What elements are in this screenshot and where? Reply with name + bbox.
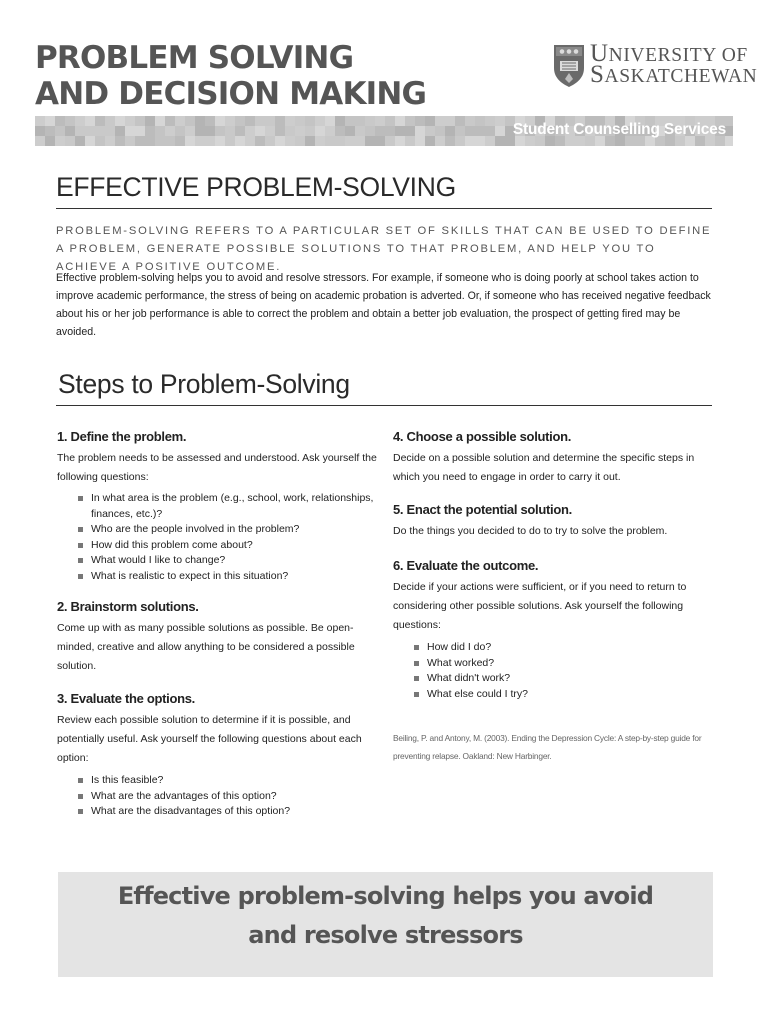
callout-box — [58, 872, 713, 977]
university-name: UNIVERSITY OF SASKATCHEWAN — [590, 40, 758, 88]
step-title: 6. Evaluate the outcome. — [393, 558, 539, 573]
lead-paragraph: PROBLEM-SOLVING REFERS TO A PARTICULAR SET OF SKILLS THAT CAN BE USED TO DEFINE A PROBLEM, GENERATE POSSIBLE SOLUTIONS TO THAT PROBLEM, AND HELP YOU TO ACHIEVE A POSITIVE OUTCOME. — [56, 225, 712, 273]
list-item: In what area is the problem (e.g., school, work, relationships, finances, etc.)? — [75, 491, 387, 522]
list-item: How did this problem come about? — [75, 538, 387, 554]
step-title: 1. Define the problem. — [57, 429, 187, 444]
section-heading-effective: EFFECTIVE PROBLEM-SOLVING — [56, 172, 456, 202]
university-logo — [553, 40, 758, 90]
question-list — [411, 640, 718, 702]
question-list — [75, 491, 387, 584]
step-6 — [393, 558, 718, 702]
step-text: Review each possible solution to determine if it is possible, and potentially useful. Ask yourself the following questions about each option: — [57, 714, 362, 764]
step-title: 2. Brainstorm solutions. — [57, 599, 199, 614]
list-item: What are the advantages of this option? — [75, 789, 382, 805]
section-heading-steps: Steps to Problem-Solving — [58, 369, 350, 399]
callout-text: Effective problem-solving helps you avoid and resolve stressors — [117, 882, 654, 949]
title-line-2: AND DECISION MAKING — [35, 76, 427, 112]
step-text: Decide if your actions were sufficient, or if you need to return to considering other possible solutions. Ask yourself the following questions: — [393, 581, 687, 631]
list-item: What didn't work? — [411, 671, 718, 687]
document-title — [35, 40, 426, 112]
header-banner — [35, 116, 733, 146]
list-item: What would I like to change? — [75, 553, 387, 569]
intro-paragraph: Effective problem-solving helps you to avoid and resolve stressors. For example, if someone who is doing poorly at school takes action to improve academic performance, the stress of being on academic probation is adverted. Or, if someone who has received negative feedback about his or her job performance is able to correct the problem and obtain a better job evaluation, the prospect of getting fired may be avoided. — [56, 272, 711, 338]
step-text: Decide on a possible solution and determine the specific steps in which you need to engage in order to carry it out. — [393, 452, 695, 483]
list-item: What is realistic to expect in this situation? — [75, 569, 387, 585]
divider — [56, 405, 712, 406]
list-item: What else could I try? — [411, 687, 718, 703]
list-item: Is this feasible? — [75, 773, 382, 789]
step-text: The problem needs to be assessed and understood. Ask yourself the following questions: — [57, 452, 377, 483]
unit-name: Student Counselling Services — [512, 121, 726, 138]
question-list — [75, 773, 382, 820]
step-1 — [57, 429, 387, 584]
step-text: Come up with as many possible solutions as possible. Be open-minded, creative and allow anything to be considered a possible solution. — [57, 622, 355, 672]
step-title: 3. Evaluate the options. — [57, 691, 195, 706]
step-4 — [393, 429, 718, 487]
list-item: What worked? — [411, 656, 718, 672]
crest-icon — [553, 44, 585, 88]
list-item: What are the disadvantages of this option? — [75, 804, 382, 820]
step-3 — [57, 691, 382, 820]
list-item: Who are the people involved in the problem? — [75, 522, 387, 538]
step-5 — [393, 502, 718, 541]
step-2 — [57, 599, 372, 676]
divider — [56, 208, 712, 209]
step-title: 4. Choose a possible solution. — [393, 429, 572, 444]
title-line-1: PROBLEM SOLVING — [35, 40, 354, 76]
step-text: Do the things you decided to do to try to solve the problem. — [393, 525, 668, 537]
reference-citation: Beiling, P. and Antony, M. (2003). Ending the Depression Cycle: A step-by-step guide for preventing relapse. Oakland: New Harbinger. — [393, 733, 702, 761]
step-title: 5. Enact the potential solution. — [393, 502, 572, 517]
list-item: How did I do? — [411, 640, 718, 656]
